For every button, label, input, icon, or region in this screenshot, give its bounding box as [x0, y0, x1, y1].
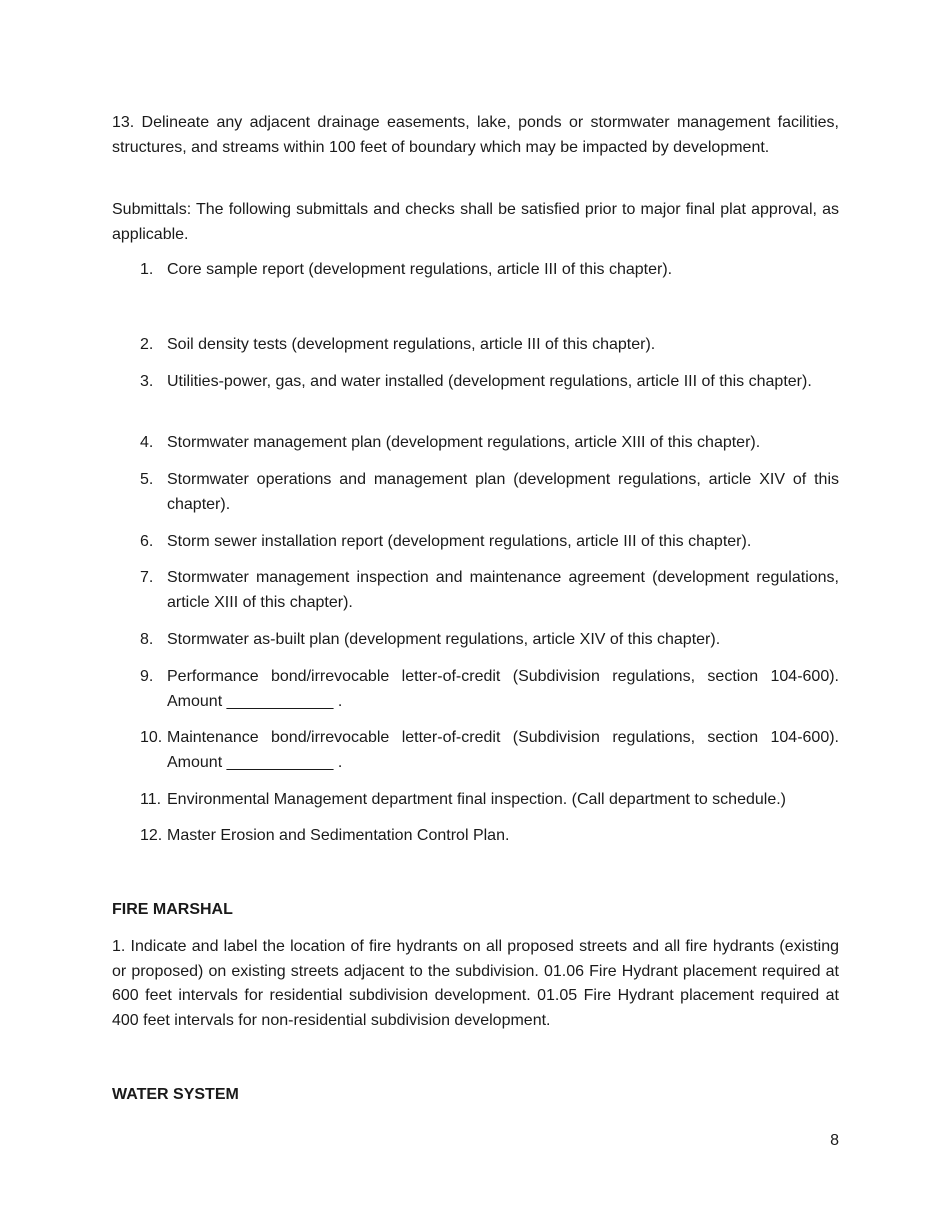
list-item-text: Stormwater management plan (development regulations, article XIII of this chapter).	[167, 434, 761, 451]
list-item	[140, 333, 839, 358]
list-item	[140, 468, 839, 517]
list-item	[140, 258, 839, 283]
list-item-text: Environmental Management department final inspection. (Call department to schedule.)	[167, 791, 786, 808]
list-item-number: 6.	[140, 533, 154, 550]
submittals-intro: Submittals: The following submittals and checks shall be satisfied prior to major final plat approval, as applicable.	[112, 201, 839, 243]
list-item-text: Soil density tests (development regulations, article III of this chapter).	[167, 336, 656, 353]
list-item-text: Master Erosion and Sedimentation Control Plan.	[167, 827, 510, 844]
list-item-text: Utilities-power, gas, and water installed (development regulations, article III of this chapter).	[167, 373, 812, 390]
list-item-text: Maintenance bond/irrevocable letter-of-credit (Subdivision regulations, section 104-600). Amount ____________ .	[167, 729, 839, 771]
list-item	[140, 431, 839, 456]
list-item-number: 5.	[140, 471, 154, 488]
list-item	[140, 566, 839, 615]
page-number: 8	[830, 1132, 839, 1149]
list-item-number: 1.	[140, 261, 154, 278]
fire-marshal-paragraph: 1. Indicate and label the location of fire hydrants on all proposed streets and all fire hydrants (existing or proposed) on existing streets adjacent to the subdivision. 01.06 Fire Hydrant placement required at 600 feet intervals for residential subdivision development. 01.05 Fire Hydrant placement required at 400 feet intervals for non-residential subdivision development.	[112, 938, 839, 1029]
list-item-text: Core sample report (development regulations, article III of this chapter).	[167, 261, 673, 278]
list-item	[140, 530, 839, 555]
list-item	[140, 370, 839, 395]
list-item-number: 8.	[140, 631, 154, 648]
list-item-number: 9.	[140, 668, 154, 685]
list-item-text: Performance bond/irrevocable letter-of-credit (Subdivision regulations, section 104-600). Amount ____________ .	[167, 668, 839, 710]
list-item-number: 10.	[140, 729, 163, 746]
list-item	[140, 726, 839, 775]
list-item-text: Storm sewer installation report (development regulations, article III of this chapter).	[167, 533, 752, 550]
list-item-text: Stormwater as-built plan (development regulations, article XIV of this chapter).	[167, 631, 721, 648]
list-item-text: Stormwater management inspection and maintenance agreement (development regulations, article XIII of this chapter).	[167, 569, 839, 611]
list-item-text: Stormwater operations and management plan (development regulations, article XIV of this chapter).	[167, 471, 839, 513]
list-item-number: 7.	[140, 569, 154, 586]
list-item-number: 12.	[140, 827, 163, 844]
list-item-number: 11.	[140, 791, 162, 808]
fire-marshal-heading: FIRE MARSHAL	[112, 901, 233, 918]
list-item	[140, 788, 839, 813]
list-item-number: 2.	[140, 336, 154, 353]
list-item	[140, 824, 839, 849]
list-item-number: 4.	[140, 434, 154, 451]
list-item-number: 3.	[140, 373, 154, 390]
water-system-heading: WATER SYSTEM	[112, 1086, 239, 1103]
list-item	[140, 628, 839, 653]
item-13-paragraph: 13. Delineate any adjacent drainage easements, lake, ponds or stormwater management facilities, structures, and streams within 100 feet of boundary which may be impacted by development.	[112, 114, 839, 156]
list-item	[140, 665, 839, 714]
